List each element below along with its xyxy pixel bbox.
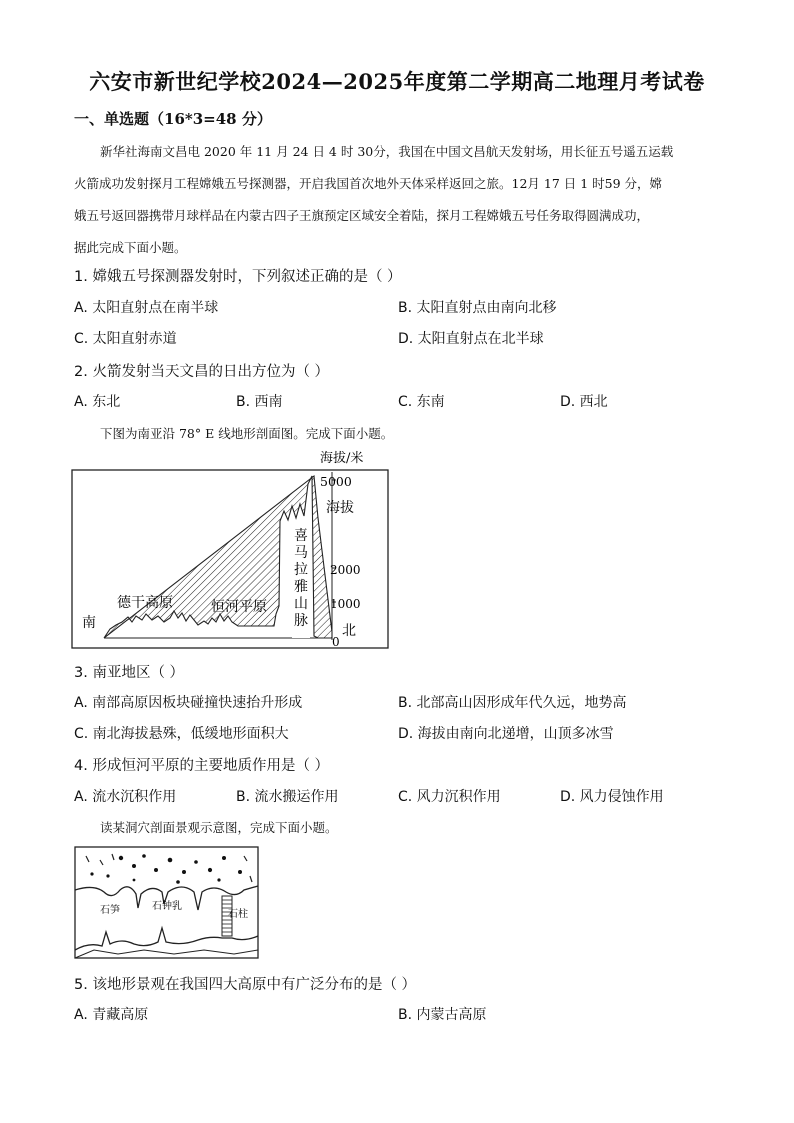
- question-2-option-c[interactable]: C. 东南: [398, 394, 445, 410]
- question-4-option-c[interactable]: C. 风力沉积作用: [398, 789, 501, 805]
- question-4-stem: 4. 形成恒河平原的主要地质作用是（ ）: [74, 758, 330, 774]
- question-4-option-b[interactable]: B. 流水搬运作用: [236, 789, 339, 805]
- passage-line-4: 据此完成下面小题。: [74, 240, 187, 255]
- question-1-option-a[interactable]: A. 太阳直射点在南半球: [74, 300, 219, 316]
- svg-text:山: 山: [294, 596, 308, 612]
- section-heading: 一、单选题（16*3=48 分）: [74, 110, 272, 128]
- passage-line-1: 新华社海南文昌电 2020 年 11 月 24 日 4 时 30分，我国在中国文昌航天发射场，用长征五号遥五运载: [100, 144, 674, 159]
- question-5-stem: 5. 该地形景观在我国四大高原中有广泛分布的是（ ）: [74, 977, 417, 993]
- svg-text:雅: 雅: [294, 579, 308, 595]
- elevation-label: 海拔: [326, 500, 354, 516]
- terrain-profile-figure: [70, 446, 392, 650]
- deccan-plateau-label: 德干高原: [117, 595, 173, 611]
- ganges-plain-label: 恒河平原: [211, 599, 267, 615]
- question-4-option-d[interactable]: D. 风力侵蚀作用: [560, 789, 664, 805]
- pillar-label: 石柱: [228, 909, 248, 920]
- figure-2-intro: 读某洞穴剖面景观示意图，完成下面小题。: [100, 820, 338, 835]
- cave-profile-figure: [74, 846, 260, 960]
- svg-text:喜: 喜: [294, 528, 308, 544]
- question-2-option-d[interactable]: D. 西北: [560, 394, 608, 410]
- passage-line-2: 火箭成功发射探月工程嫦娥五号探测器，开启我国首次地外天体采样返回之旅。12月 17 日 1 时59 分，嫦: [74, 176, 663, 191]
- tick-5000: 5000: [320, 474, 352, 489]
- south-label: 南: [82, 615, 96, 631]
- question-2-option-b[interactable]: B. 西南: [236, 394, 283, 410]
- svg-text:马: 马: [294, 545, 308, 561]
- tick-0: 0: [332, 635, 340, 649]
- question-3-option-c[interactable]: C. 南北海拔悬殊，低缓地形面积大: [74, 726, 289, 742]
- question-5-option-b[interactable]: B. 内蒙古高原: [398, 1007, 487, 1023]
- question-4-option-a[interactable]: A. 流水沉积作用: [74, 789, 177, 805]
- north-label: 北: [342, 623, 356, 639]
- question-1-option-c[interactable]: C. 太阳直射赤道: [74, 331, 177, 347]
- question-1-option-b[interactable]: B. 太阳直射点由南向北移: [398, 300, 557, 316]
- svg-text:拉: 拉: [294, 562, 308, 578]
- himalaya-label: [292, 526, 310, 638]
- question-3-option-b[interactable]: B. 北部高山因形成年代久远，地势高: [398, 695, 627, 711]
- stalagmite-label: 石笋: [100, 905, 120, 916]
- question-2-option-a[interactable]: A. 东北: [74, 394, 121, 410]
- tick-2000: 2000: [330, 563, 361, 577]
- elevation-unit-label: 海拔/米: [320, 451, 364, 466]
- svg-text:脉: 脉: [294, 613, 308, 629]
- question-2-stem: 2. 火箭发射当天文昌的日出方位为（ ）: [74, 364, 330, 380]
- passage-line-3: 娥五号返回器携带月球样品在内蒙古四子王旗预定区域安全着陆，探月工程嫦娥五号任务取得圆满成功，: [74, 208, 650, 223]
- exam-title: 六安市新世纪学校2024—2025年度第二学期高二地理月考试卷: [89, 69, 705, 94]
- question-3-option-a[interactable]: A. 南部高原因板块碰撞快速抬升形成: [74, 695, 303, 711]
- question-5-option-a[interactable]: A. 青藏高原: [74, 1007, 149, 1023]
- tick-1000: 1000: [330, 597, 361, 611]
- figure-1-intro: 下图为南亚沿 78° E 线地形剖面图。完成下面小题。: [100, 426, 394, 441]
- question-3-option-d[interactable]: D. 海拔由南向北递增，山顶多冰雪: [398, 726, 614, 742]
- stalactite-label: 石钟乳: [152, 901, 182, 912]
- question-1-option-d[interactable]: D. 太阳直射点在北半球: [398, 331, 544, 347]
- question-3-stem: 3. 南亚地区（ ）: [74, 665, 185, 681]
- question-1-stem: 1. 嫦娥五号探测器发射时，下列叙述正确的是（ ）: [74, 269, 402, 285]
